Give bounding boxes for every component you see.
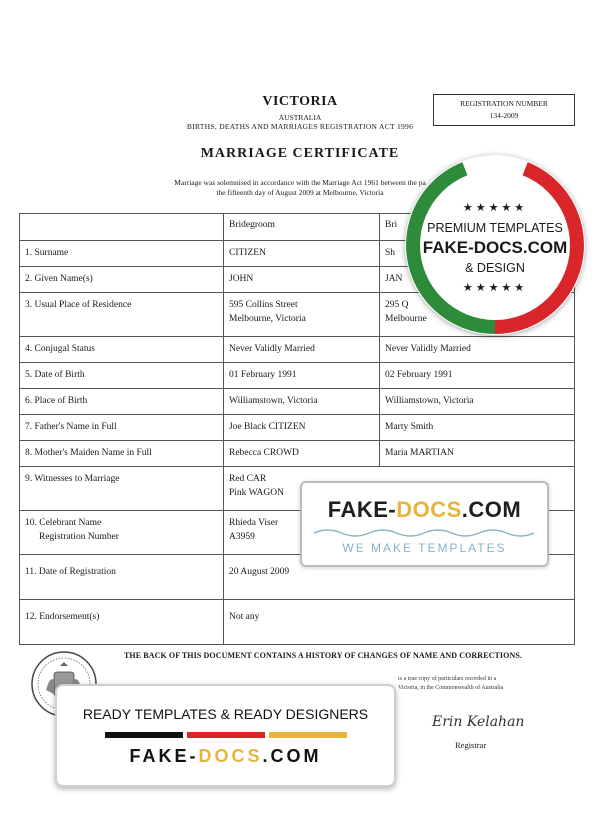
groom-value: Rebecca CROWD <box>224 441 380 467</box>
row-label: 11. Date of Registration <box>20 555 224 600</box>
back-of-document-note: THE BACK OF THIS DOCUMENT CONTAINS A HISTORY OF CHANGES OF NAME AND CORRECTIONS. <box>124 651 522 660</box>
row-label: 12. Endorsement(s) <box>20 600 224 645</box>
mid-tagline: WE MAKE TEMPLATES <box>342 541 507 555</box>
bride-value: JAN <box>380 267 575 293</box>
groom-value: Williamstown, Victoria <box>224 389 380 415</box>
row-label: 9. Witnesses to Marriage <box>20 467 224 511</box>
fake-docs-logo-bottom <box>55 684 396 787</box>
celebrant-labels <box>20 511 224 555</box>
certificate-title: MARRIAGE CERTIFICATE <box>200 146 400 161</box>
flag-bar-red <box>187 732 265 738</box>
groom-residence-line-1: 595 Collins Street <box>229 300 298 310</box>
row-label: 8. Mother's Maiden Name in Full <box>20 441 224 467</box>
act-heading: BIRTHS, DEATHS AND MARRIAGES REGISTRATION ACT 1996 <box>186 122 414 131</box>
header-cell-bride: Bri <box>380 214 575 241</box>
registration-number-box <box>433 94 575 126</box>
groom-value: 01 February 1991 <box>224 363 380 389</box>
wave-icon <box>314 527 534 539</box>
endorsements-value: Not any <box>224 600 575 645</box>
bride-residence-line-2: Melbourne <box>385 314 427 324</box>
bride-value: 02 February 1991 <box>380 363 575 389</box>
flag-bar-black <box>105 732 183 738</box>
row-label: 3. Usual Place of Residence <box>20 293 224 337</box>
badge-line-1: PREMIUM TEMPLATES <box>427 221 563 235</box>
row-label: 7. Father's Name in Full <box>20 415 224 441</box>
table-row <box>20 389 575 415</box>
certification-text-1: is a true copy of particulars recorded in a <box>398 676 497 682</box>
certification-text-2: Victoria, in the Commonwealth of Australia <box>398 685 504 691</box>
celebrant-name-label: 10. Celebrant Name <box>25 518 102 528</box>
witness-1: Red CAR <box>229 474 267 484</box>
groom-value: Never Validly Married <box>224 337 380 363</box>
table-row <box>20 415 575 441</box>
row-label: 6. Place of Birth <box>20 389 224 415</box>
bride-value: Maria MARTIAN <box>380 441 575 467</box>
groom-residence <box>224 293 380 337</box>
row-label: 1. Surname <box>20 241 224 267</box>
groom-value: CITIZEN <box>224 241 380 267</box>
country-heading: AUSTRALIA <box>278 113 322 122</box>
premium-templates-badge <box>405 155 585 335</box>
witness-2: Pink WAGON <box>229 488 284 498</box>
bride-value: Williamstown, Victoria <box>380 389 575 415</box>
badge-stars-bottom: ★★★★★ <box>462 282 528 294</box>
state-heading: VICTORIA <box>262 94 338 109</box>
celebrant-number-label: Registration Number <box>39 532 119 542</box>
bottom-tagline: READY TEMPLATES & READY DESIGNERS <box>82 706 369 722</box>
groom-residence-line-2: Melbourne, Victoria <box>229 314 306 324</box>
header-cell-blank <box>20 214 224 241</box>
table-row <box>20 441 575 467</box>
bride-value: Marty Smith <box>380 415 575 441</box>
bottom-brand: FAKE-DOCS.COM <box>129 746 322 766</box>
celebrant-name: Rhieda Viser <box>229 518 279 528</box>
intro-line-1: Marriage was solemnised in accordance with the Marriage Act 1961 between the pa <box>174 178 426 187</box>
registration-date: 20 August 2009 <box>224 555 575 600</box>
bride-residence-line-1: 295 Q <box>385 300 409 310</box>
groom-value: JOHN <box>224 267 380 293</box>
table-row-endorsements <box>20 600 575 645</box>
badge-line-3: & DESIGN <box>465 261 525 275</box>
row-label: 4. Conjugal Status <box>20 337 224 363</box>
registrar-label: Registrar <box>455 740 487 750</box>
intro-line-2: the fifteenth day of August 2009 at Melbourne, Victoria <box>216 188 384 197</box>
mid-brand: FAKE-DOCS.COM <box>327 497 522 522</box>
bride-value: Sh <box>380 241 575 267</box>
row-label: 2. Given Name(s) <box>20 267 224 293</box>
registrar-signature: Erin Kelahan <box>432 714 525 730</box>
registration-number-value: 134-2009 <box>489 111 519 120</box>
bride-value: Never Validly Married <box>380 337 575 363</box>
registration-number-label: REGISTRATION NUMBER <box>460 99 548 108</box>
fake-docs-logo-middle <box>300 481 549 567</box>
badge-line-2: FAKE-DOCS.COM <box>422 238 568 257</box>
table-row <box>20 337 575 363</box>
header-cell-bridegroom: Bridegroom <box>224 214 380 241</box>
badge-stars-top: ★★★★★ <box>462 202 528 214</box>
celebrant-number: A3959 <box>229 532 255 542</box>
row-label: 5. Date of Birth <box>20 363 224 389</box>
flag-bar-gold <box>269 732 347 738</box>
groom-value: Joe Black CITIZEN <box>224 415 380 441</box>
table-row <box>20 363 575 389</box>
